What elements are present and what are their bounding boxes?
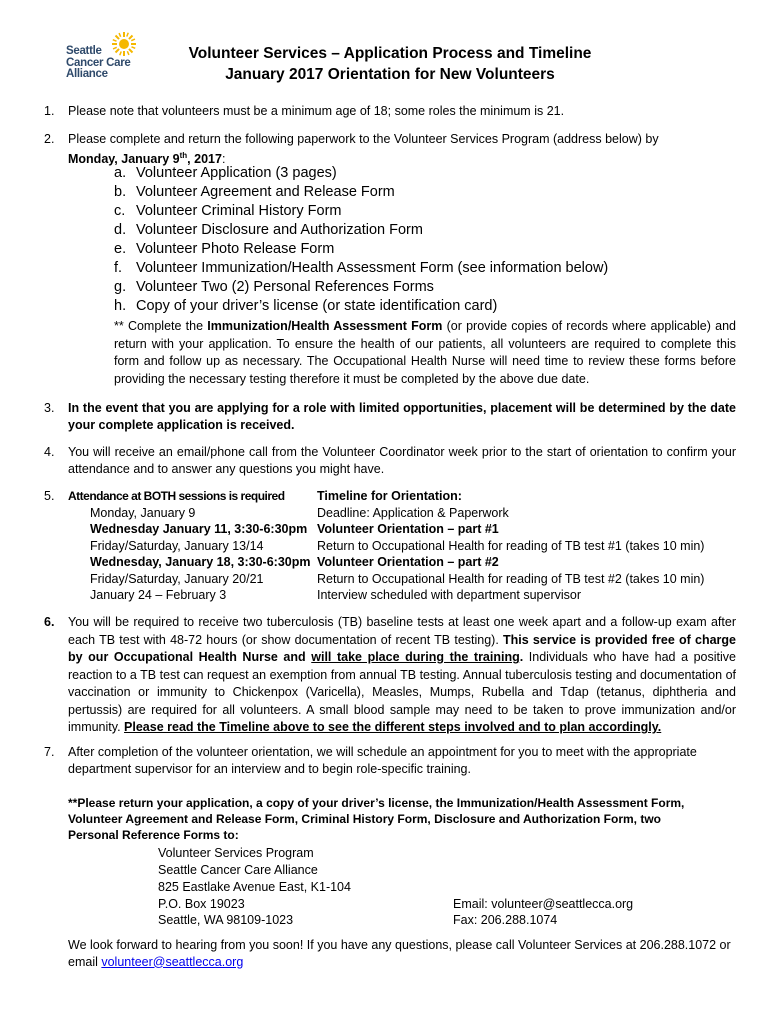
timeline-date: Friday/Saturday, January 13/14 [90, 539, 264, 553]
deadline-date: Monday, January 9th, 2017 [68, 150, 222, 166]
item-number-7: 7. [44, 745, 55, 759]
return-instructions: **Please return your application, a copy of your driver’s license, the Immunization/Health Assessment Form, Volunteer Agreement and Release Form, Criminal History Form, Disclosure and Authorization Form, two Personal Reference Forms to: [68, 796, 685, 842]
list-item: d. Volunteer Disclosure and Authorization Form [114, 222, 423, 238]
item-number-3: 3. [44, 401, 55, 415]
timeline-event: Deadline: Application & Paperwork [317, 506, 509, 520]
address-line: Volunteer Services Program [158, 846, 314, 860]
immunization-note: ** Complete the Immunization/Health Assessment Form (or provide copies of records where applicable) and return with your application. To ensure the health of our patients, all volunteers are required to complete this form and follow up as necessary. The Occupational Health Nurse will need time to review these forms before providing the necessary testing therefore it must be completed by the above due date. [114, 319, 736, 386]
timeline-event: Return to Occupational Health for reading of TB test #1 (takes 10 min) [317, 539, 705, 553]
title-line-1: Volunteer Services – Application Process and Timeline [188, 45, 592, 62]
logo-line-1: Seattle [66, 45, 102, 57]
timeline-date: January 24 – February 3 [90, 588, 227, 602]
address-line: Seattle Cancer Care Alliance [158, 863, 318, 877]
address-line: P.O. Box 19023 [158, 897, 245, 911]
address-line: 825 Eastlake Avenue East, K1-104 [158, 880, 351, 894]
item-2-intro: Please complete and return the following paperwork to the Volunteer Services Program (address below) by [68, 132, 659, 146]
timeline-event: Return to Occupational Health for reading of TB test #2 (takes 10 min) [317, 572, 705, 586]
timeline-date: Friday/Saturday, January 20/21 [90, 572, 264, 586]
list-item: e. Volunteer Photo Release Form [114, 241, 335, 257]
attendance-header: Attendance at BOTH sessions is required [68, 489, 285, 503]
item-1-text: Please note that volunteers must be a minimum age of 18; some roles the minimum is 21. [68, 104, 565, 118]
list-item: c. Volunteer Criminal History Form [114, 203, 342, 219]
timeline-date: Monday, January 9 [90, 506, 196, 520]
item-3-text: In the event that you are applying for a role with limited opportunities, placement will be determined by the date your complete application is received. [68, 401, 736, 432]
list-item: b. Volunteer Agreement and Release Form [114, 184, 395, 200]
address-line: Seattle, WA 98109-1023 [158, 913, 294, 927]
timeline-event: Volunteer Orientation – part #2 [317, 555, 499, 569]
logo-line-2: Cancer Care [66, 56, 131, 69]
item-number-6: 6. [44, 615, 55, 629]
logo-text [66, 46, 130, 81]
page-title [140, 43, 640, 85]
timeline-header: Timeline for Orientation: [317, 489, 462, 503]
item-number-4: 4. [44, 445, 55, 459]
item-2-text: Please complete and return the following paperwork to the Volunteer Services Program (address below) by Monday, January 9th, 2017: [68, 132, 659, 166]
item-7-text: After completion of the volunteer orientation, we will schedule an appointment for you to meet with the appropriate department supervisor for an interview and to begin role-specific training. [68, 745, 697, 776]
logo-line-3: Alliance [66, 68, 108, 80]
timeline-date: Wednesday January 11, 3:30-6:30pm [90, 522, 308, 536]
sca-logo [66, 32, 146, 84]
item-number-2: 2. [44, 132, 55, 146]
email-link[interactable]: volunteer@seattlecca.org [101, 954, 244, 969]
item-number-1: 1. [44, 104, 55, 118]
closing-text: We look forward to hearing from you soon! If you have any questions, please call Volunteer Services at 206.288.1072 or email volunteer@seattlecca.org [68, 938, 731, 969]
list-item: f. Volunteer Immunization/Health Assessment Form (see information below) [114, 260, 609, 276]
contact-fax: Fax: 206.288.1074 [453, 913, 558, 927]
list-item: a. Volunteer Application (3 pages) [114, 165, 337, 181]
timeline-event: Volunteer Orientation – part #1 [317, 522, 499, 536]
item-6-text: You will be required to receive two tuberculosis (TB) baseline tests at least one week apart and a follow-up exam after each TB test with 48-72 hours (or show documentation of recent TB testing). This service is provided free of charge by our Occupational Health Nurse and will take place during the training. Individuals who have had a positive reaction to a TB test can request an exemption from annual TB testing. Annual tuberculosis testing and documentation of vaccination or immunity to Chickenpox (Varicella), Measles, Mumps, Rubella and Tdap (tetanus, diphtheria and pertussis) are required for all volunteers. A small blood sample may need to be taken to prove immunization and/or immunity. Please read the Timeline above to see the different steps involved and to plan accordingly. [68, 615, 737, 734]
timeline-event: Interview scheduled with department supervisor [317, 588, 582, 602]
item-number-5: 5. [44, 489, 55, 503]
timeline-date: Wednesday, January 18, 3:30-6:30pm [90, 555, 311, 569]
item-4-text: You will receive an email/phone call from the Volunteer Coordinator week prior to the start of orientation to confirm your attendance and to answer any questions you might have. [68, 445, 736, 476]
list-item: g. Volunteer Two (2) Personal References Forms [114, 279, 434, 295]
contact-email: Email: volunteer@seattlecca.org [453, 897, 634, 911]
list-item: h. Copy of your driver’s license (or state identification card) [114, 298, 498, 314]
title-line-2: January 2017 Orientation for New Volunteers [225, 66, 555, 83]
